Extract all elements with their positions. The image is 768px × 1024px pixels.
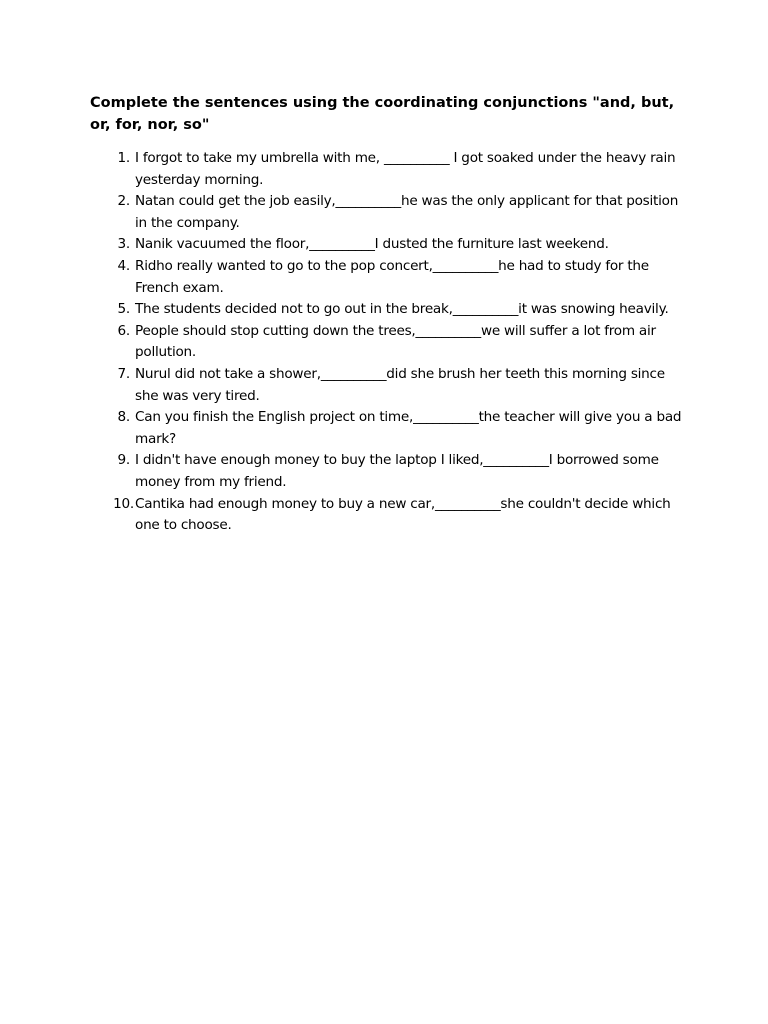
question-item-5 <box>90 299 690 321</box>
question-text: I forgot to take my umbrella with me, __________ I got soaked under the heavy rain yesterday morning. <box>135 150 676 188</box>
question-item-4 <box>90 256 690 299</box>
question-item-2 <box>90 191 690 234</box>
question-item-7 <box>90 364 690 407</box>
question-number: 9. <box>117 452 130 469</box>
question-number: 1. <box>117 150 130 166</box>
question-item-10 <box>90 494 690 537</box>
question-number: 10. <box>113 495 134 512</box>
question-number: 8. <box>117 409 130 426</box>
question-text: People should stop cutting down the trees,__________we will suffer a lot from air pollution. <box>135 322 656 361</box>
question-item-8 <box>90 407 690 450</box>
question-text: Nurul did not take a shower,__________did she brush her teeth this morning since she was very tired. <box>135 365 665 404</box>
question-number: 6. <box>117 322 130 339</box>
question-list <box>90 148 690 537</box>
question-number: 2. <box>117 193 130 210</box>
question-item-9 <box>90 450 690 493</box>
question-text: I didn't have enough money to buy the laptop I liked,__________I borrowed some money from my friend. <box>135 452 659 490</box>
question-number: 3. <box>117 236 130 253</box>
question-text: Can you finish the English project on time,__________the teacher will give you a bad mark? <box>135 409 682 447</box>
question-number: 5. <box>117 301 130 318</box>
question-text: Cantika had enough money to buy a new car,__________she couldn't decide which one to choose. <box>135 495 671 534</box>
question-item-6 <box>90 321 690 364</box>
question-text: Nanik vacuumed the floor,__________I dusted the furniture last weekend. <box>135 236 609 253</box>
worksheet-title: Complete the sentences using the coordinating conjunctions "and, but, or, for, nor, so" <box>90 95 675 133</box>
question-text: Natan could get the job easily,__________he was the only applicant for that position in the company. <box>135 193 679 231</box>
question-number: 4. <box>117 257 130 274</box>
question-text: Ridho really wanted to go to the pop concert,__________he had to study for the French exam. <box>135 257 649 296</box>
question-item-1 <box>90 148 690 191</box>
question-number: 7. <box>117 365 130 382</box>
question-text: The students decided not to go out in the break,__________it was snowing heavily. <box>135 301 669 318</box>
question-item-3 <box>90 234 690 256</box>
